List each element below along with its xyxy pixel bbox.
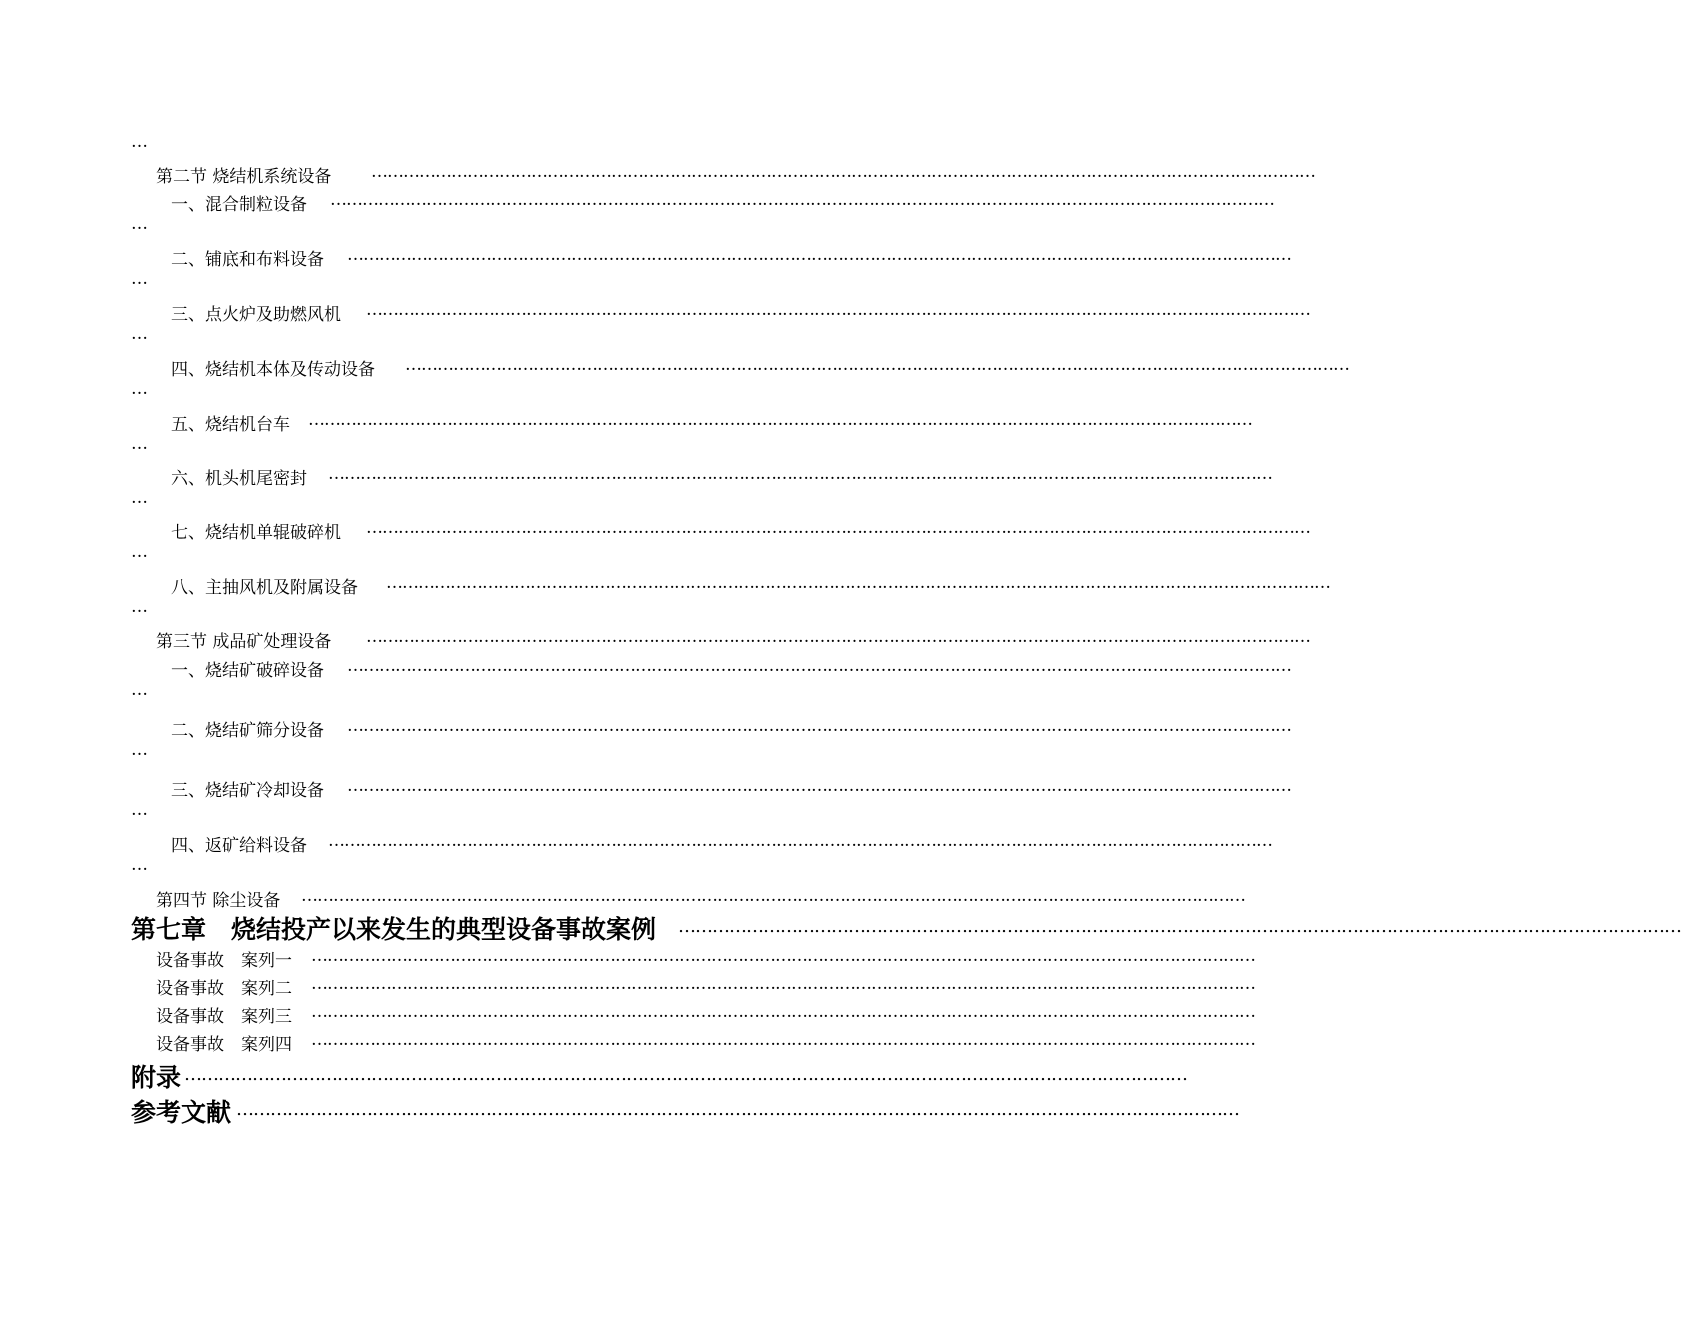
toc-entry-title: 设备事故 案列四 [156, 1035, 292, 1055]
toc-entry-title: 第三节 成品矿处理设备 [156, 632, 332, 652]
toc-leader-dots: …………………………………………………………………………………………………………………………………………………………… [405, 355, 1349, 375]
toc-continuation-dots: … [131, 132, 147, 152]
toc-chapter-title: 第七章 烧结投产以来发生的典型设备事故案例 [131, 915, 657, 944]
toc-continuation-dots: … [131, 379, 147, 399]
toc-entry-title: 设备事故 案列三 [156, 1007, 292, 1027]
toc-leader-dots: …………………………………………………………………………………………………………………………………………………………… [347, 245, 1291, 265]
toc-continuation-dots: … [131, 597, 147, 617]
toc-leader-dots: …………………………………………………………………………………………………………………………………………………………… [330, 190, 1274, 210]
toc-continuation-dots: … [131, 324, 147, 344]
toc-chapter-title: 参考文献 [131, 1098, 232, 1127]
toc-entry-title: 八、主抽风机及附属设备 [171, 578, 358, 598]
toc-entry-title: 五、烧结机台车 [171, 415, 290, 435]
toc-entry-title: 一、混合制粒设备 [171, 195, 307, 215]
toc-entry-title: 设备事故 案列二 [156, 979, 292, 999]
toc-leader-dots: …………………………………………………………………………………………………………………………………………………………… [311, 1002, 1255, 1022]
toc-continuation-dots: … [131, 214, 147, 234]
toc-leader-dots: …………………………………………………………………………………………………………………………………………………………… [366, 518, 1310, 538]
toc-entry-title: 四、返矿给料设备 [171, 836, 307, 856]
toc-continuation-dots: … [131, 542, 147, 562]
toc-leader-dots: …………………………………………………………………………………………………………………………………………………………… [347, 716, 1291, 736]
toc-continuation-dots: … [131, 740, 147, 760]
toc-leader-dots: …………………………………………………………………………………………………………………………………………………………… [301, 886, 1245, 906]
toc-entry-title: 设备事故 案列一 [156, 951, 292, 971]
toc-leader-dots: …………………………………………………………………………………………………………………………………………………………… [347, 776, 1291, 796]
toc-leader-dots: …………………………………………………………………………………………………………………………………………………………… [311, 946, 1255, 966]
toc-continuation-dots: … [131, 269, 147, 289]
toc-entry-title: 一、烧结矿破碎设备 [171, 661, 324, 681]
toc-leader-dots: …………………………………………………………………………………………………………………………………………………………… [311, 974, 1255, 994]
toc-chapter-title: 附录 [131, 1063, 182, 1092]
toc-leader-dots: …………………………………………………………………………………………………………………………………………………………… [328, 464, 1272, 484]
toc-entry-title: 三、烧结矿冷却设备 [171, 781, 324, 801]
toc-leader-dots: …………………………………………………………………………………………………………………………………………………………… [184, 1064, 1187, 1085]
toc-entry-title: 第四节 除尘设备 [156, 891, 281, 911]
toc-continuation-dots: … [131, 434, 147, 454]
toc-leader-dots: …………………………………………………………………………………………………………………………………………………………… [366, 627, 1310, 647]
toc-continuation-dots: … [131, 800, 147, 820]
toc-leader-dots: …………………………………………………………………………………………………………………………………………………………… [311, 1030, 1255, 1050]
toc-leader-dots: …………………………………………………………………………………………………………………………………………………………… [347, 656, 1291, 676]
toc-entry-title: 三、点火炉及助燃风机 [171, 305, 341, 325]
toc-leader-dots: …………………………………………………………………………………………………………………………………………………………… [328, 831, 1272, 851]
toc-continuation-dots: … [131, 855, 147, 875]
toc-leader-dots: …………………………………………………………………………………………………………………………………………………………… [236, 1099, 1239, 1120]
toc-entry-title: 二、烧结矿筛分设备 [171, 721, 324, 741]
toc-entry-title: 第二节 烧结机系统设备 [156, 167, 332, 187]
toc-leader-dots: …………………………………………………………………………………………………………………………………………………………… [678, 916, 1681, 937]
toc-leader-dots: …………………………………………………………………………………………………………………………………………………………… [366, 300, 1310, 320]
toc-leader-dots: …………………………………………………………………………………………………………………………………………………………… [371, 162, 1315, 182]
toc-leader-dots: …………………………………………………………………………………………………………………………………………………………… [386, 573, 1330, 593]
toc-entry-title: 七、烧结机单辊破碎机 [171, 523, 341, 543]
toc-continuation-dots: … [131, 680, 147, 700]
toc-leader-dots: …………………………………………………………………………………………………………………………………………………………… [308, 410, 1252, 430]
toc-entry-title: 六、机头机尾密封 [171, 469, 307, 489]
toc-entry-title: 四、烧结机本体及传动设备 [171, 360, 375, 380]
toc-continuation-dots: … [131, 488, 147, 508]
toc-entry-title: 二、铺底和布料设备 [171, 250, 324, 270]
